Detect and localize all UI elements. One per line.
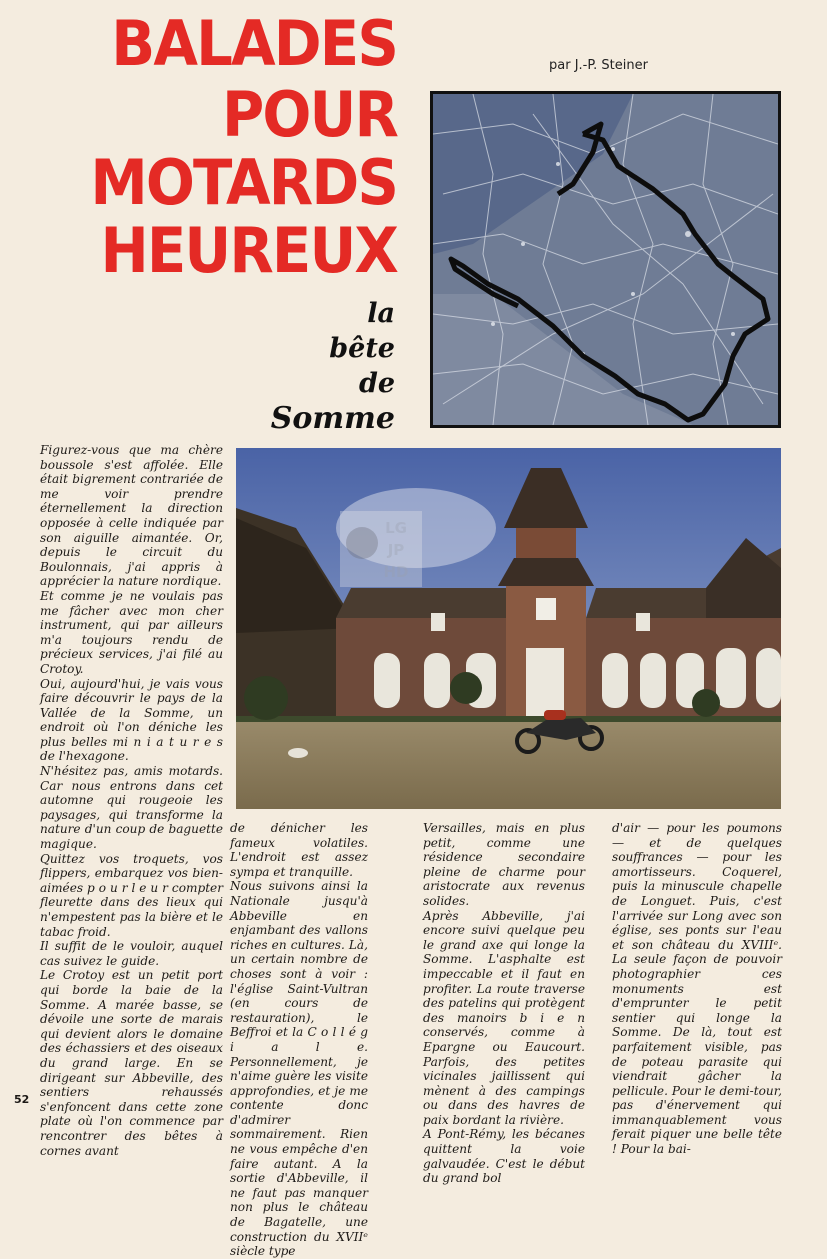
subtitle-line-4: Somme: [270, 401, 395, 436]
page-number: 52: [14, 1093, 30, 1106]
paragraph: Il suffit de le vouloir, auquel cas suivez le guide.: [40, 939, 223, 968]
paragraph: Et comme je ne voulais pas me fâcher avec mon cher instrument, qui par ailleurs m'a toujours rendu de précieux services, j'ai filé au Crotoy.: [40, 588, 223, 676]
text-column-3: [423, 821, 585, 1186]
text-column-2: [230, 821, 368, 1259]
title-line-2: POUR: [221, 78, 397, 151]
watermark-drawing: [340, 511, 422, 587]
paragraph: de dénicher les fameux volatiles. L'endroit est assez sympa et tranquille.: [230, 821, 368, 879]
subtitle: [195, 296, 395, 436]
paragraph: N'hésitez pas, amis motards. Car nous entrons dans cet automne qui rougeoie les paysages, qui transforme la nature d'un coup de baguette magique.: [40, 764, 223, 852]
chateau-courtyard-photo: [236, 448, 781, 809]
paragraph: d'air — pour les poumons — et de quelques souffrances — pour les amortisseurs. Coquerel, puis la minuscule chapelle de Longuet. Puis, c'est l'arrivée sur Long avec son église, ses ponts sur l'eau et son château du XVIIIᵉ. La seule façon de pouvoir photographier ces monuments est d'emprunter le petit sentier qui longe la Somme. De là, tout est parfaitement visible, pas de poteau parasite qui viendrait gâcher la pellicule. Pour le demi-tour, pas d'énervement qui immanquablement vous ferait piquer une belle tête ! Pour la bai-: [612, 821, 782, 1157]
paragraph: Le Crotoy est un petit port qui borde la baie de la Somme. A marée basse, se dévoile une sorte de marais qui devient alors le domaine des échassiers et des oiseaux du grand large. En se dirigeant sur Abbeville, des sentiers rehaussés s'enfoncent dans cette zone plate où l'on commence par rencontrer des bêtes à cornes avant: [40, 968, 223, 1158]
text-column-4: [612, 821, 782, 1157]
paragraph: Nous suivons ainsi la Nationale jusqu'à Abbeville en enjambant des vallons riches en cultures. Là, un certain nombre de choses sont à voir : l'église Saint-Vultran (en cours de restauration), le Beffroi et la C o l l é g i a l e. Personnellement, je n'aime guère les visite approfondies, et je me contente donc d'admirer sommairement. Rien ne vous empêche d'en faire autant. A la sortie d'Abbeville, il ne faut pas manquer non plus le château de Bagatelle, une construction du XVIIᵉ siècle type: [230, 879, 368, 1259]
paragraph: Après Abbeville, j'ai encore suivi quelque peu le grand axe qui longe la Somme. L'asphalte est impeccable et il faut en profiter. La route traverse des patelins qui protègent des manoirs b i e n conservés, comme à Epargne ou Eaucourt. Parfois, des petites vicinales jaillissent qui mènent à des campings ou dans des havres de paix bordant la rivière.: [423, 908, 585, 1127]
paragraph: Quittez vos troquets, vos flippers, embarquez vos bien-aimées p o u r l e u r compter fleurette dans des lieux qui n'empestent pas la bière et le tabac froid.: [40, 851, 223, 939]
title-line-3: MOTARDS: [90, 146, 397, 219]
subtitle-line-3: de: [358, 368, 395, 399]
byline: par J.-P. Steiner: [549, 58, 648, 73]
paragraph: A Pont-Rémy, les bécanes quittent la voie galvaudée. C'est le début du grand bol: [423, 1127, 585, 1186]
paragraph: Versailles, mais en plus petit, comme une résidence secondaire pleine de charme pour aristocrate aux revenus solides.: [423, 821, 585, 908]
subtitle-line-1: la: [367, 298, 395, 329]
chateau-photo-drawing: [236, 448, 781, 809]
paragraph: Oui, aujourd'hui, je vais vous faire découvrir le pays de la Vallée de la Somme, un endroit où l'on déniche les plus belles mi n i a t u r e s de l'hexagone.: [40, 676, 223, 764]
subtitle-line-2: bête: [329, 333, 395, 364]
title-line-1: BALADES: [111, 7, 398, 80]
watermark-line-2: JP: [387, 541, 405, 559]
route-map-drawing: [433, 94, 778, 425]
watermark-line-1: LG: [385, 519, 407, 537]
paragraph: Figurez-vous que ma chère boussole s'est affolée. Elle était bigrement contrariée de me voir prendre éternellement la direction opposée à celle indiquée par son aiguille aimantée. Or, depuis le circuit du Boulonnais, j'ai appris à apprécier la nature nordique.: [40, 443, 223, 589]
title-line-4: HEUREUX: [100, 214, 397, 287]
text-column-left: [40, 443, 223, 1158]
watermark-logo: [340, 511, 422, 587]
watermark-line-3: HD: [383, 563, 409, 581]
route-map-image: [430, 91, 781, 428]
